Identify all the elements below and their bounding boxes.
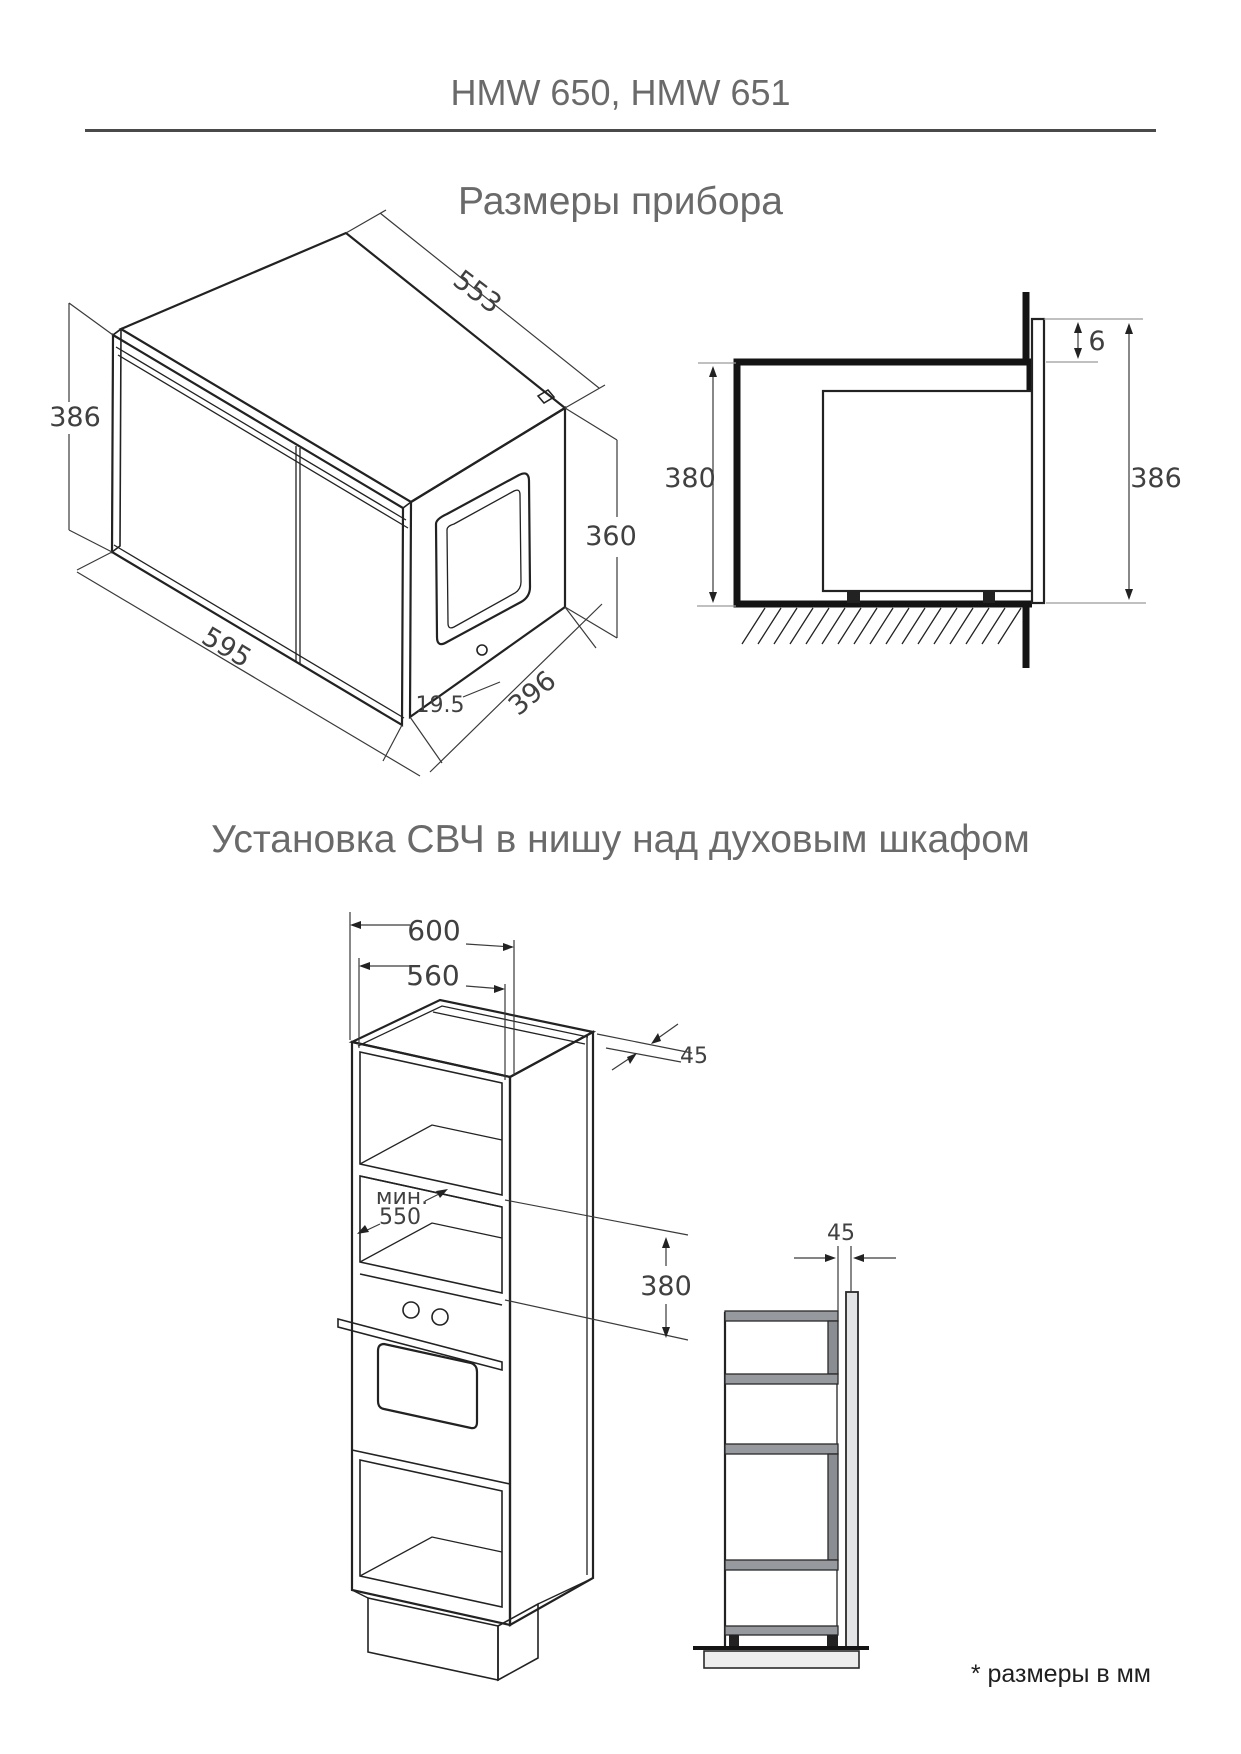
dimension-label-outer-width: 600: [407, 914, 461, 947]
dimension-label-front-height: 386: [49, 402, 101, 433]
section-heading-installation: Установка СВЧ в нишу над духовым шкафом: [211, 818, 1030, 861]
cabinet-isometric-drawing: [338, 912, 708, 1680]
dimension-label-min-depth: 550: [379, 1205, 421, 1230]
microwave-isometric-drawing: [49, 210, 637, 776]
page-title: HMW 650, HMW 651: [450, 72, 791, 113]
ground-hatching: [742, 608, 1021, 644]
dimension-label-front-gap: 45: [827, 1221, 855, 1246]
units-footnote: * размеры в мм: [970, 1660, 1151, 1688]
section-heading-device-dimensions: Размеры прибора: [458, 180, 783, 223]
front-panel: [846, 1292, 858, 1647]
dimension-label-section-front-height: 386: [1130, 463, 1182, 494]
dimension-label-min-prefix: мин.: [375, 1185, 429, 1210]
dimension-label-niche-width: 560: [406, 959, 460, 992]
niche-section-drawing: [664, 292, 1182, 668]
dimension-label-top-rail: 45: [680, 1044, 708, 1069]
plinth: [704, 1651, 859, 1668]
cabinet-side-view-drawing: [693, 1221, 896, 1668]
dimension-label-body-width: 553: [447, 264, 508, 321]
dimension-label-frame-thickness: 19.5: [415, 693, 465, 718]
dimension-label-body-height: 360: [585, 521, 637, 552]
dimension-label-body-depth: 396: [502, 665, 563, 722]
dimension-label-cabinet-niche-height: 380: [640, 1271, 692, 1302]
dimension-label-front-width: 595: [196, 621, 257, 675]
dimension-label-section-niche-height: 380: [664, 463, 716, 494]
dimension-label-top-gap: 6: [1088, 326, 1106, 357]
